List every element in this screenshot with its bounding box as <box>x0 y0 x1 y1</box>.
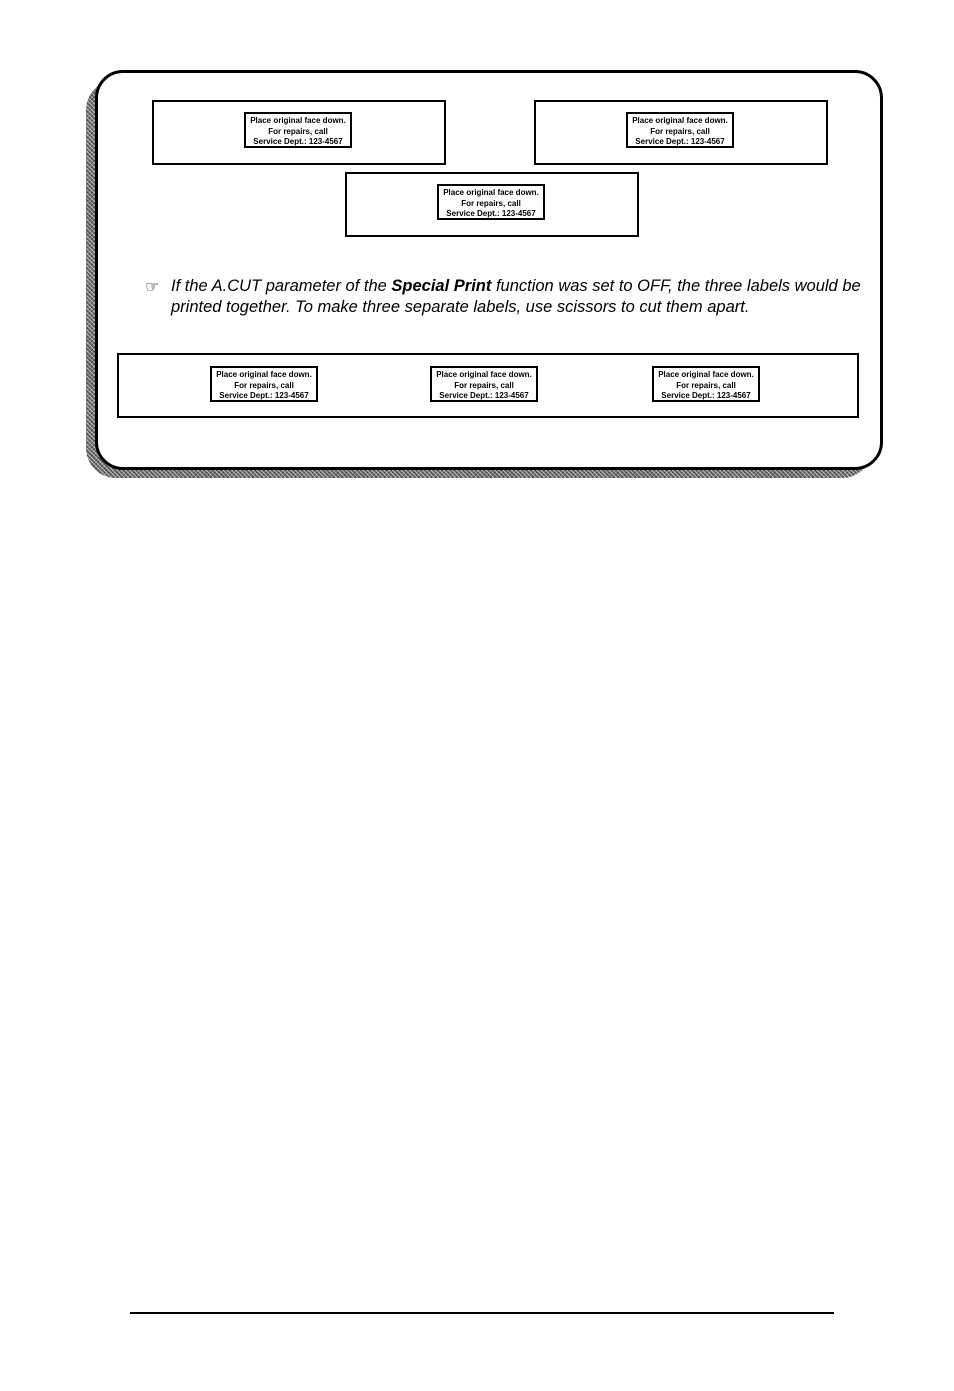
printed-label <box>652 366 760 402</box>
label-line-1: Place original face down. <box>250 116 346 125</box>
pointing-hand-icon: ☞ <box>145 279 160 296</box>
label-line-3: Service Dept.: 123-4567 <box>635 137 725 146</box>
label-line-3: Service Dept.: 123-4567 <box>446 209 536 218</box>
label-line-1: Place original face down. <box>436 370 532 379</box>
label-line-3: Service Dept.: 123-4567 <box>253 137 343 146</box>
label-line-3: Service Dept.: 123-4567 <box>219 391 309 400</box>
label-line-2: For repairs, call <box>234 380 294 390</box>
label-line-3: Service Dept.: 123-4567 <box>661 391 751 400</box>
printed-label <box>626 112 734 148</box>
label-line-1: Place original face down. <box>658 370 754 379</box>
printed-label <box>210 366 318 402</box>
printed-label <box>430 366 538 402</box>
note-text-after: function was set to OFF, the three labels would be printed together. To make three separate labels, use scissors to cut them apart. <box>171 277 861 316</box>
label-line-2: For repairs, call <box>676 380 736 390</box>
label-line-3: Service Dept.: 123-4567 <box>439 391 529 400</box>
label-line-2: For repairs, call <box>268 126 328 136</box>
label-line-2: For repairs, call <box>454 380 514 390</box>
label-line-1: Place original face down. <box>216 370 312 379</box>
note-bold: Special Print <box>391 277 492 295</box>
footer-rule <box>130 1312 834 1314</box>
note-text-before: If the A.CUT parameter of the <box>171 277 392 295</box>
label-line-1: Place original face down. <box>443 188 539 197</box>
label-line-2: For repairs, call <box>650 126 710 136</box>
printed-label <box>244 112 352 148</box>
label-line-1: Place original face down. <box>632 116 728 125</box>
label-line-2: For repairs, call <box>461 198 521 208</box>
printed-label <box>437 184 545 220</box>
note-text <box>171 276 871 318</box>
